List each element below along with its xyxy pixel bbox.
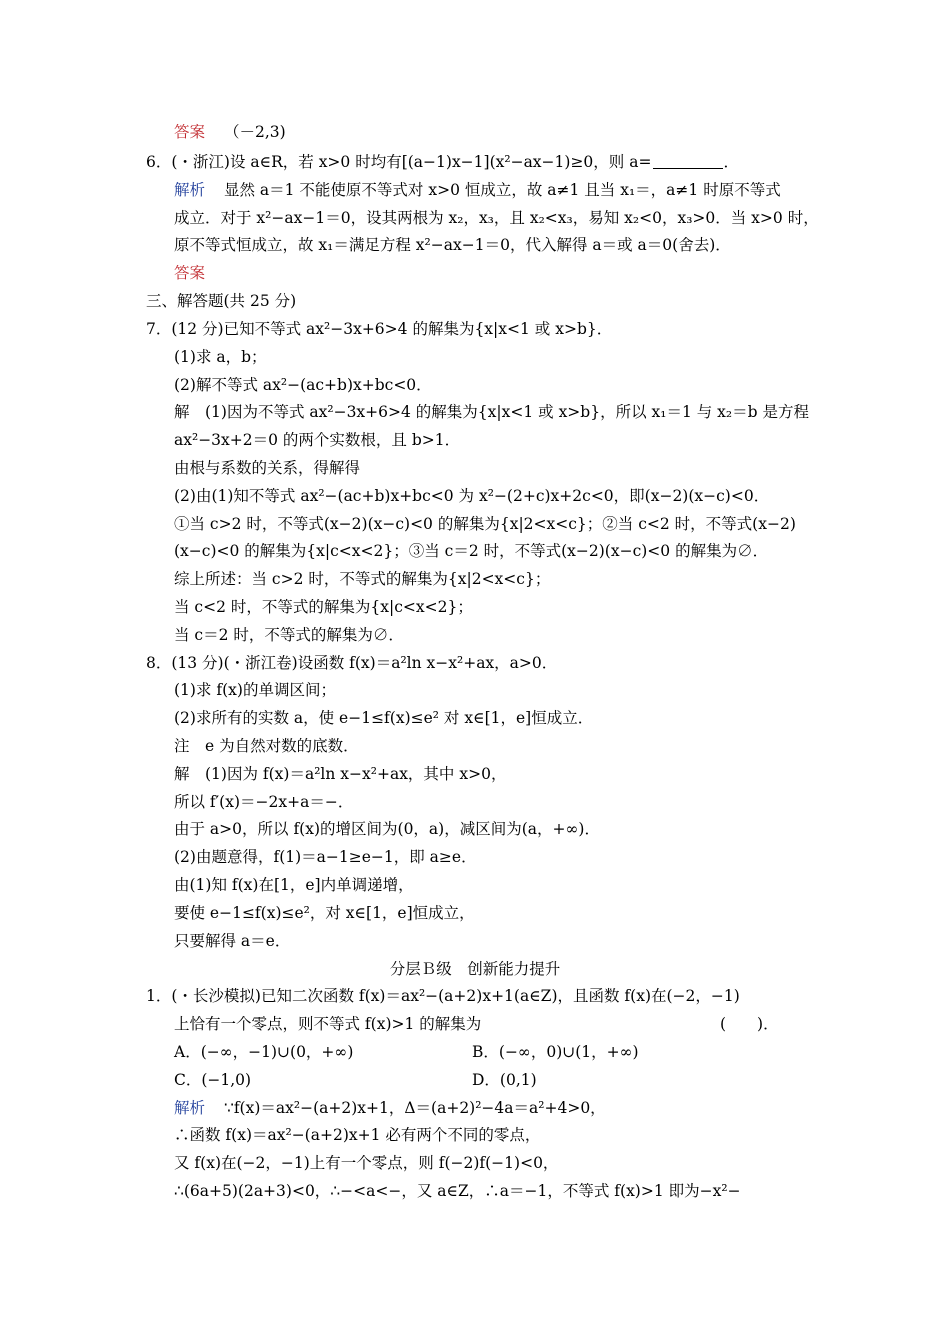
answer-line [174, 121, 286, 143]
option-b: B．(−∞，0)∪(1，+∞) [472, 1043, 639, 1061]
b-analysis-line-1 [174, 1097, 606, 1119]
section-heading: 三、解答题(共 25 分) [146, 292, 297, 310]
question-8: 8．(13 分)(・浙江卷)设函数 f(x)＝a²ln x−x²+ax，a>0． [146, 654, 558, 672]
solution-8-line-5: 由(1)知 f(x)在[1，e]内单调递增， [174, 876, 414, 894]
solution-8-line-7: 只要解得 a＝e． [174, 932, 291, 950]
b-analysis-text-1: ∵f(x)＝ax²−(a+2)x+1，Δ＝(a+2)²−4a＝a²+4>0， [223, 1099, 606, 1117]
answer-line-2 [174, 262, 205, 284]
option-a: A．(−∞，−1)∪(0，+∞) [174, 1043, 354, 1061]
question-8-part-1: (1)求 f(x)的单调区间； [174, 681, 336, 699]
solution-7-line-7: 综上所述：当 c>2 时，不等式的解集为{x|2<x<c}； [174, 570, 551, 588]
solution-7-line-5: ①当 c>2 时，不等式(x−2)(x−c)<0 的解集为{x|2<x<c}；②当 c<2 时，不等式(x−2) [174, 515, 796, 533]
analysis-line-1 [174, 179, 781, 201]
solution-7-line-2: ax²−3x+2＝0 的两个实数根，且 b>1． [174, 431, 461, 449]
answer-text: （－2,3) [223, 123, 286, 141]
question-7-part-2: (2)解不等式 ax²−(ac+b)x+bc<0． [174, 376, 432, 394]
question-6-text: 6．(・浙江)设 a∈R，若 x>0 时均有[(a−1)x−1](x²−ax−1)≥0，则 a= [146, 153, 652, 171]
b-question-1: 1．(・长沙模拟)已知二次函数 f(x)＝ax²−(a+2)x+1(a∈Z)，且函数 f(x)在(−2，−1) [146, 987, 740, 1005]
solution-8-line-4: (2)由题意得，f(1)＝a−1≥e−1，即 a≥e． [174, 848, 477, 866]
question-6: 6．(・浙江)设 a∈R，若 x>0 时均有[(a−1)x−1](x²−ax−1)≥0，则 a= ． [146, 153, 739, 171]
answer-label-2: 答案 [174, 264, 206, 282]
solution-7-line-8: 当 c<2 时，不等式的解集为{x|c<x<2}； [174, 598, 473, 616]
answer-blank [653, 154, 723, 169]
solution-8-line-6: 要使 e−1≤f(x)≤e²，对 x∈[1，e]恒成立， [174, 904, 475, 922]
question-8-note: 注 e 为自然对数的底数． [174, 737, 359, 755]
analysis-text-1: 显然 a＝1 不能使原不等式对 x>0 恒成立，故 a≠1 且当 x₁＝，a≠1 时原不等式 [223, 181, 781, 199]
solution-8-line-1: 解 (1)因为 f(x)＝a²ln x−x²+ax，其中 x>0， [174, 765, 507, 783]
level-b-heading: 分层Ｂ级 创新能力提升 [389, 960, 561, 978]
analysis-line-2: 成立．对于 x²−ax−1＝0，设其两根为 x₂，x₃，且 x₂<x₃，易知 x₂<0，x₃>0．当 x>0 时， [174, 209, 819, 227]
b-analysis-line-3: 又 f(x)在(−2，−1)上有一个零点，则 f(−2)f(−1)<0， [174, 1154, 559, 1172]
question-7-part-1: (1)求 a，b； [174, 348, 267, 366]
solution-7-line-6: (x−c)<0 的解集为{x|c<x<2}；③当 c＝2 时，不等式(x−2)(x−c)<0 的解集为∅． [174, 542, 769, 560]
b-analysis-line-4: ∴(6a+5)(2a+3)<0，∴−<a<−，又 a∈Z，∴a＝−1，不等式 f(x)>1 即为−x²− [174, 1182, 741, 1200]
b-analysis-line-2: ∴函数 f(x)＝ax²−(a+2)x+1 必有两个不同的零点， [174, 1126, 541, 1144]
b-analysis-label: 解析 [174, 1099, 206, 1117]
solution-7-line-3: 由根与系数的关系，得解得 [174, 459, 361, 477]
option-c: C．(−1,0) [174, 1071, 252, 1089]
answer-bracket: ( )． [720, 1015, 779, 1033]
option-d: D．(0,1) [472, 1071, 537, 1089]
answer-label: 答案 [174, 123, 206, 141]
solution-7-line-4: (2)由(1)知不等式 ax²−(ac+b)x+bc<0 为 x²−(2+c)x+2c<0，即(x−2)(x−c)<0． [174, 487, 770, 505]
solution-8-line-2: 所以 f′(x)＝−2x+a＝−． [174, 793, 354, 811]
question-7: 7．(12 分)已知不等式 ax²−3x+6>4 的解集为{x|x<1 或 x>b}． [146, 320, 613, 338]
question-8-part-2: (2)求所有的实数 a，使 e−1≤f(x)≤e² 对 x∈[1，e]恒成立． [174, 709, 594, 727]
solution-7-line-9: 当 c＝2 时，不等式的解集为∅． [174, 626, 404, 644]
solution-7-line-1: 解 (1)因为不等式 ax²−3x+6>4 的解集为{x|x<1 或 x>b}，所以 x₁＝1 与 x₂＝b 是方程 [174, 403, 809, 421]
b-question-1-line-2: 上恰有一个零点，则不等式 f(x)>1 的解集为 [174, 1015, 482, 1033]
analysis-line-3: 原不等式恒成立，故 x₁＝满足方程 x²−ax−1＝0，代入解得 a＝或 a＝0(舍去)． [174, 236, 731, 254]
analysis-label: 解析 [174, 181, 206, 199]
solution-8-line-3: 由于 a>0，所以 f(x)的增区间为(0，a)，减区间为(a，+∞)． [174, 820, 600, 838]
